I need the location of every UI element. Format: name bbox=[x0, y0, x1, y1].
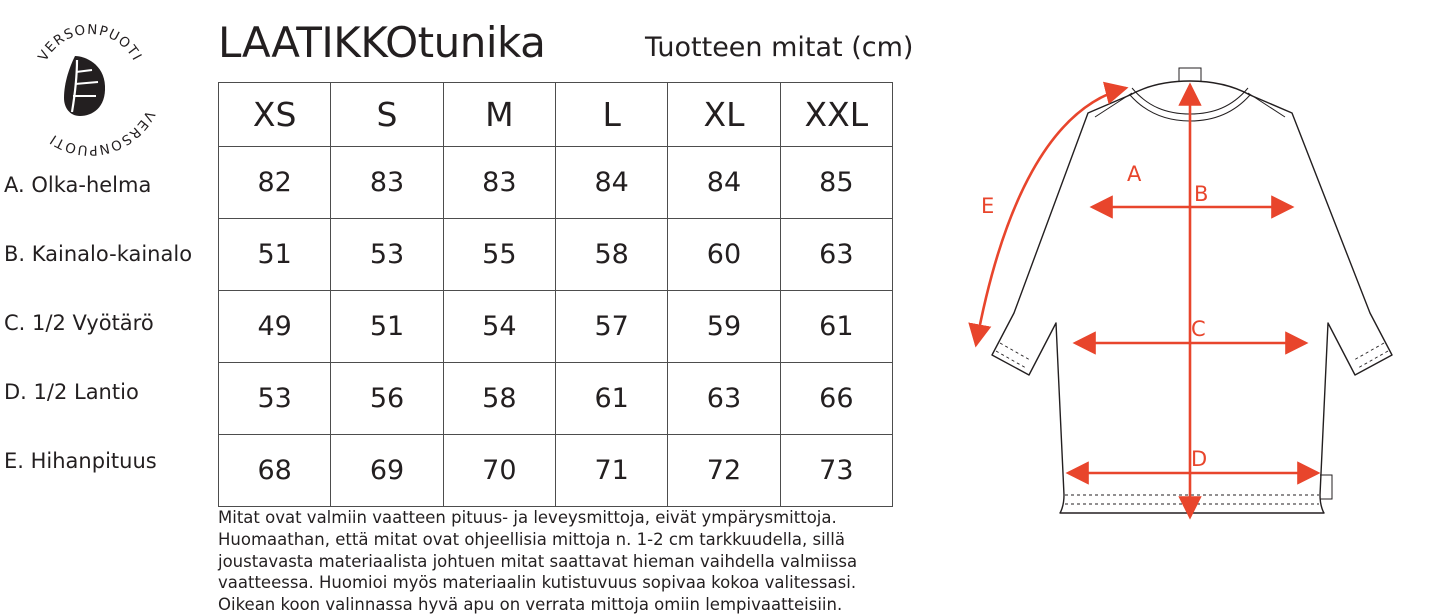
marker-label-c: C bbox=[1191, 317, 1206, 341]
leaf-icon bbox=[64, 56, 105, 116]
marker-label-d: D bbox=[1191, 447, 1208, 471]
size-header-l: L bbox=[555, 83, 667, 147]
table-cell: 51 bbox=[331, 291, 443, 363]
row-label: C. 1/2 Vyötärö bbox=[4, 310, 154, 335]
table-cell: 63 bbox=[780, 219, 892, 291]
marker-label-e: E bbox=[981, 194, 995, 218]
table-cell: 60 bbox=[668, 219, 780, 291]
size-header-s: S bbox=[331, 83, 443, 147]
table-cell: 73 bbox=[780, 435, 892, 507]
table-cell: 58 bbox=[555, 219, 667, 291]
table-row bbox=[219, 435, 893, 507]
table-row bbox=[219, 363, 893, 435]
measurement-row-labels bbox=[4, 150, 216, 495]
table-cell: 51 bbox=[219, 219, 331, 291]
table-cell: 55 bbox=[443, 219, 555, 291]
table-row bbox=[219, 147, 893, 219]
row-label: E. Hihanpituus bbox=[4, 448, 157, 473]
row-label: A. Olka-helma bbox=[4, 172, 152, 197]
marker-label-a: A bbox=[1127, 162, 1142, 186]
size-header-xxl: XXL bbox=[780, 83, 892, 147]
table-cell: 57 bbox=[555, 291, 667, 363]
table-cell: 83 bbox=[443, 147, 555, 219]
brand-logo bbox=[8, 4, 173, 164]
table-cell: 61 bbox=[555, 363, 667, 435]
svg-text:VERSONPUOTI: VERSONPUOTI bbox=[35, 21, 145, 65]
table-cell: 63 bbox=[668, 363, 780, 435]
table-cell: 53 bbox=[219, 363, 331, 435]
table-cell: 82 bbox=[219, 147, 331, 219]
table-cell: 66 bbox=[780, 363, 892, 435]
table-cell: 70 bbox=[443, 435, 555, 507]
table-cell: 84 bbox=[668, 147, 780, 219]
page-subtitle: Tuotteen mitat (cm) bbox=[645, 32, 914, 63]
table-cell: 54 bbox=[443, 291, 555, 363]
footnote-text: Mitat ovat valmiin vaatteen pituus- ja leveysmittoja, eivät ympärysmittoja. Huomaathan, että mitat ovat ohjeellisia mittoja n. 1-2 cm tarkkuudella, sillä joustavasta materiaalista johtuen mitat saattavat hieman vaihdella valmiissa vaatteessa. Huomioi myös materiaalin kutistuvuus sopivaa kokoa valitessasi. Oikean koon valinnassa hyvä apu on verrata mittoja omiin lempivaatteisiin. bbox=[218, 508, 858, 615]
table-cell: 58 bbox=[443, 363, 555, 435]
marker-label-b: B bbox=[1194, 182, 1209, 206]
garment-diagram bbox=[900, 55, 1440, 575]
table-cell: 56 bbox=[331, 363, 443, 435]
table-cell: 71 bbox=[555, 435, 667, 507]
table-cell: 61 bbox=[780, 291, 892, 363]
size-header-xl: XL bbox=[668, 83, 780, 147]
table-cell: 59 bbox=[668, 291, 780, 363]
table-cell: 49 bbox=[219, 291, 331, 363]
row-label: B. Kainalo-kainalo bbox=[4, 241, 193, 266]
table-cell: 83 bbox=[331, 147, 443, 219]
table-cell: 85 bbox=[780, 147, 892, 219]
svg-text:VERSONPUOTI: VERSONPUOTI bbox=[46, 107, 158, 159]
size-chart-table bbox=[218, 82, 893, 507]
size-header-xs: XS bbox=[219, 83, 331, 147]
table-cell: 68 bbox=[219, 435, 331, 507]
table-cell: 84 bbox=[555, 147, 667, 219]
page-title: LAATIKKOtunika bbox=[218, 18, 546, 67]
table-cell: 53 bbox=[331, 219, 443, 291]
size-header-m: M bbox=[443, 83, 555, 147]
table-row bbox=[219, 291, 893, 363]
table-row bbox=[219, 219, 893, 291]
table-header-row bbox=[219, 83, 893, 147]
row-label: D. 1/2 Lantio bbox=[4, 379, 139, 404]
table-cell: 69 bbox=[331, 435, 443, 507]
table-cell: 72 bbox=[668, 435, 780, 507]
